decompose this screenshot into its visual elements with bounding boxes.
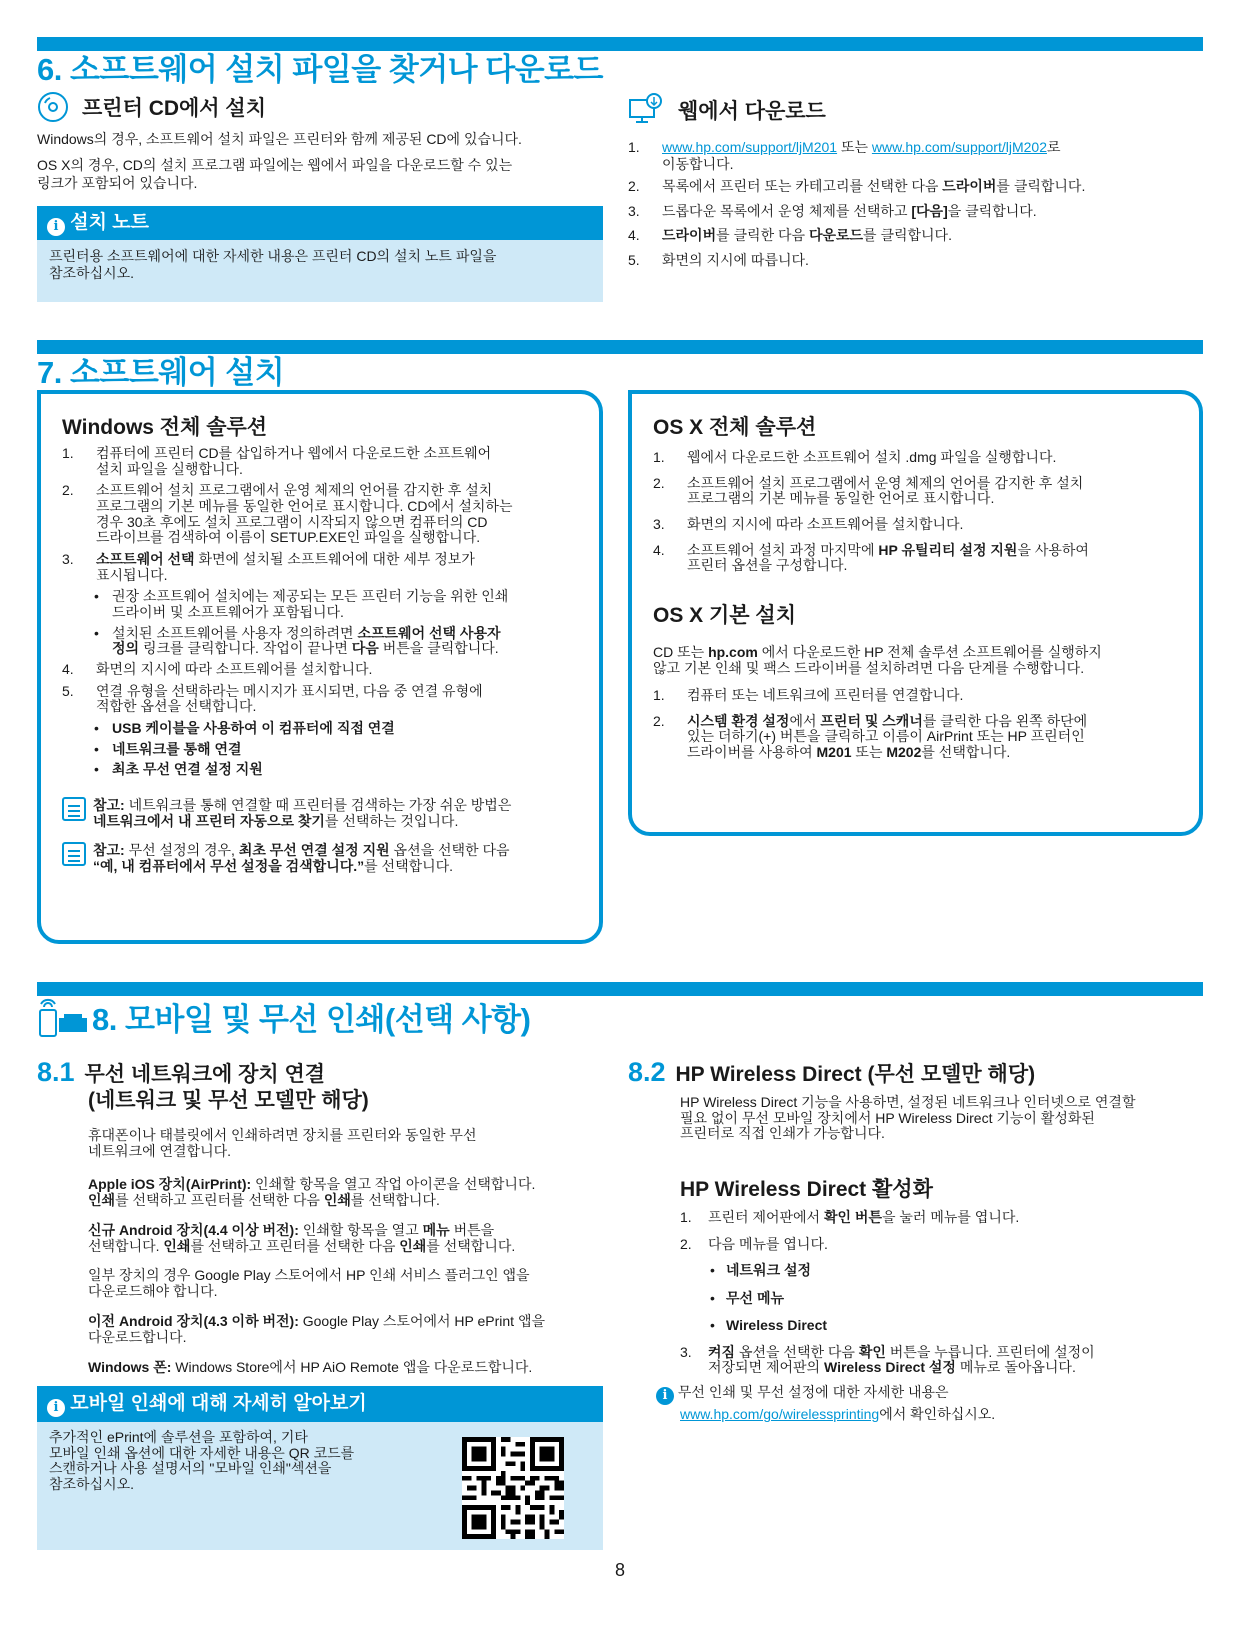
windows-phone-text: Windows 폰: Windows Store에서 HP AiO Remote 앱을 다운로드합니다.	[88, 1359, 533, 1375]
list-item: 4. 소프트웨어 설치 과정 마지막에 HP 유틸리티 설정 지원을 사용하여 프린터 옵션을 구성합니다.	[653, 541, 1089, 574]
section-8-2-heading	[628, 1057, 1035, 1089]
android-new-text: 신규 Android 장치(4.4 이상 버전): 인쇄할 항목을 열고 메뉴 버튼을 선택합니다. 인쇄를 선택하고 프린터를 선택한 다음 인쇄를 선택합니다.	[88, 1222, 516, 1254]
cd-windows-text: Windows의 경우, 소프트웨어 설치 파일은 프린터와 함께 제공된 CD에 있습니다.	[37, 131, 522, 147]
note-icon	[62, 797, 86, 821]
cd-install-title: 프린터 CD에서 설치	[82, 97, 267, 120]
install-note-line: 참조하십시오.	[49, 264, 135, 281]
cd-osx-text-1: OS X의 경우, CD의 설치 프로그램 파일에는 웹에서 파일을 다운로드할 수 있는	[37, 157, 513, 173]
list-item: 3. 소프트웨어 선택 화면에 설치될 소프트웨어에 대한 세부 정보가 표시됩니다.	[62, 551, 475, 583]
list-item: 1. 웹에서 다운로드한 소프트웨어 설치 .dmg 파일을 실행합니다.	[653, 449, 1057, 465]
connect-intro: 휴대폰이나 태블릿에서 인쇄하려면 장치를 프린터와 동일한 무선 네트워크에 연결합니다.	[88, 1127, 477, 1159]
list-item: • 최초 무선 연결 설정 지원	[94, 761, 263, 778]
note-icon	[62, 842, 86, 866]
plugin-text: 일부 장치의 경우 Google Play 스토어에서 HP 인쇄 서비스 플러그인 앱을 다운로드해야 합니다.	[88, 1267, 530, 1299]
info-icon: i	[656, 1387, 674, 1405]
web-download-steps	[628, 139, 1208, 274]
windows-steps	[62, 446, 592, 783]
support-link-m202[interactable]: www.hp.com/support/ljM202	[871, 139, 1047, 155]
web-download-icon	[628, 92, 664, 124]
list-item: 1. www.hp.com/support/ljM201 또는 www.hp.com/support/ljM202로 이동합니다.	[628, 139, 1061, 172]
info-icon: i	[47, 1399, 65, 1417]
section-8-1-heading	[37, 1057, 325, 1089]
list-item: • 권장 소프트웨어 설치에는 제공되는 모든 프린터 기능을 위한 인쇄 드라이버 및 소프트웨어가 포함됩니다.	[94, 588, 509, 621]
subsection-number: 8.1	[37, 1057, 75, 1087]
list-item: 5. 화면의 지시에 따릅니다.	[628, 251, 809, 268]
list-item: 2. 소프트웨어 설치 프로그램에서 운영 체제의 언어를 감지한 후 설치 프로그램의 기본 메뉴를 동일한 언어로 표시합니다. CD에서 설치하는 경우 30초 후에도 설치 프로그램이 시작되지 않으면 컴퓨터의 CD 드라이브를 검색하여 이름이 SETUP.EXE인 파일을 실행합니다.	[62, 482, 513, 546]
qr-code-icon[interactable]	[462, 1437, 564, 1539]
list-item: 4. 드라이버를 클릭한 다음 다운로드를 클릭합니다.	[628, 227, 952, 244]
list-item: 1. 프린터 제어판에서 확인 버튼을 눌러 메뉴를 엽니다.	[680, 1209, 1020, 1225]
install-note-line: 프린터용 소프트웨어에 대한 자세한 내용은 프린터 CD의 설치 노트 파일을	[49, 248, 497, 264]
section-8-title: 8. 모바일 및 무선 인쇄(선택 사항)	[92, 1002, 531, 1037]
section-7-title: 7. 소프트웨어 설치	[37, 355, 285, 390]
list-item: 2. 시스템 환경 설정에서 프린터 및 스캐너를 클릭한 다음 왼쪽 하단에 있는 더하기(+) 버튼을 클릭하고 이름이 AirPrint 또는 HP 프린터인 드라이버를 사용하여 M201 또는 M202를 선택합니다.	[653, 712, 1088, 761]
subsection-title: 무선 네트워크에 장치 연결	[84, 1063, 326, 1086]
list-item: 2. 소프트웨어 설치 프로그램에서 운영 체제의 언어를 감지한 후 설치 프로그램의 기본 메뉴를 동일한 언어로 표시합니다.	[653, 474, 1084, 507]
page-number: 8	[614, 1560, 625, 1580]
list-item: • 설치된 소프트웨어를 사용자 정의하려면 소프트웨어 선택 사용자 정의 링크를 클릭합니다. 작업이 끝나면 다음 버튼을 클릭합니다.	[94, 624, 501, 657]
wireless-direct-steps	[680, 1209, 1200, 1382]
cd-icon	[37, 91, 69, 123]
list-item: 3. 화면의 지시에 따라 소프트웨어를 설치합니다.	[653, 516, 964, 533]
list-item: 5. 연결 유형을 선택하라는 메시지가 표시되면, 다음 중 연결 유형에 적합한 옵션을 선택합니다.	[62, 682, 483, 715]
apple-ios-text: Apple iOS 장치(AirPrint): 인쇄할 항목을 열고 작업 아이콘을 선택합니다. 인쇄를 선택하고 프린터를 선택한 다음 인쇄를 선택합니다.	[88, 1176, 536, 1208]
learn-more-line: 추가적인 ePrint에 솔루션을 포함하여, 기타	[49, 1429, 308, 1445]
learn-more-line: 모바일 인쇄 옵션에 대한 자세한 내용은 QR 코드를	[49, 1444, 355, 1461]
section-8-bar	[37, 982, 1203, 996]
learn-more-title: 모바일 인쇄에 대해 자세히 알아보기	[70, 1393, 367, 1414]
section-8-1-subtitle: (네트워크 및 무선 모델만 해당)	[88, 1089, 369, 1112]
windows-solution-title: Windows 전체 솔루션	[62, 416, 268, 439]
osx-solution-title: OS X 전체 솔루션	[653, 416, 817, 439]
osx-basic-steps	[653, 688, 1193, 767]
list-item: 1. 컴퓨터 또는 네트워크에 프린터를 연결합니다.	[653, 687, 964, 703]
wireless-direct-intro: HP Wireless Direct 기능을 사용하면, 설정된 네트워크나 인터넷으로 연결할 필요 없이 무선 모바일 장치에서 HP Wireless Direct 기능이 활성화된 프린터로 직접 인쇄가 가능합니다.	[680, 1094, 1136, 1142]
mobile-wireless-icon	[37, 996, 89, 1038]
list-item: 4. 화면의 지시에 따라 소프트웨어를 설치합니다.	[62, 661, 373, 678]
install-note-body	[37, 240, 603, 302]
section-6-title: 6. 소프트웨어 설치 파일을 찾거나 다운로드	[37, 52, 603, 87]
wireless-info-note: i 무선 인쇄 및 무선 설정에 대한 자세한 내용은 www.hp.com/go/wirelessprinting에서 확인하십시오.	[656, 1383, 995, 1424]
learn-more-header	[37, 1386, 603, 1422]
list-item: • 네트워크 설정	[710, 1262, 812, 1279]
list-item: 1. 컴퓨터에 프린터 CD를 삽입하거나 웹에서 다운로드한 소프트웨어 설치 파일을 실행합니다.	[62, 445, 492, 477]
list-item: 2. 목록에서 프린터 또는 카테고리를 선택한 다음 드라이버를 클릭합니다.	[628, 178, 1086, 195]
subsection-title: HP Wireless Direct (무선 모델만 해당)	[675, 1063, 1036, 1086]
list-item: • USB 케이블을 사용하여 이 컴퓨터에 직접 연결	[94, 720, 395, 737]
wireless-printing-link[interactable]: www.hp.com/go/wirelessprinting	[680, 1406, 880, 1422]
list-item: • Wireless Direct	[710, 1317, 828, 1334]
osx-basic-intro: CD 또는 hp.com 에서 다운로드한 HP 전체 솔루션 소프트웨어를 실행하지 않고 기본 인쇄 및 팩스 드라이버를 설치하려면 다음 단계를 수행합니다.	[653, 644, 1102, 676]
list-item: • 네트워크를 통해 연결	[94, 740, 242, 757]
cd-osx-text-2: 링크가 포함되어 있습니다.	[37, 175, 198, 191]
wireless-direct-enable-title: HP Wireless Direct 활성화	[680, 1178, 933, 1201]
web-download-title: 웹에서 다운로드	[678, 100, 826, 123]
info-icon: i	[47, 218, 65, 236]
install-note-title: 설치 노트	[70, 212, 149, 233]
list-item: 2. 다음 메뉴를 엽니다.	[680, 1235, 828, 1252]
wireless-note: 참고: 무선 설정의 경우, 최초 무선 연결 설정 지원 옵션을 선택한 다음 “예, 내 컴퓨터에서 무선 설정을 검색합니다.”를 선택합니다.	[93, 842, 510, 874]
install-note-header	[37, 206, 603, 240]
list-item: 3. 드롭다운 목록에서 운영 체제를 선택하고 [다음]을 클릭합니다.	[628, 202, 1037, 219]
section-6-bar	[37, 37, 1203, 51]
section-7-bar	[37, 340, 1203, 354]
osx-basic-title: OS X 기본 설치	[653, 604, 796, 627]
osx-steps	[653, 450, 1193, 580]
subsection-number: 8.2	[628, 1057, 666, 1087]
network-note: 참고: 네트워크를 통해 연결할 때 프린터를 검색하는 가장 쉬운 방법은 네트워크에서 내 프린터 자동으로 찾기를 선택하는 것입니다.	[93, 797, 512, 829]
support-link-m201[interactable]: www.hp.com/support/ljM201	[662, 139, 838, 155]
list-item: 3. 켜짐 옵션을 선택한 다음 확인 버튼을 누릅니다. 프린터에 설정이 저장되면 제어판의 Wireless Direct 설정 메뉴로 돌아옵니다.	[680, 1343, 1095, 1376]
learn-more-line: 참조하십시오.	[49, 1476, 135, 1493]
learn-more-line: 스캔하거나 사용 설명서의 "모바일 인쇄"섹션을	[49, 1460, 332, 1477]
list-item: • 무선 메뉴	[710, 1289, 784, 1306]
android-old-text: 이전 Android 장치(4.3 이하 버전): Google Play 스토어에서 HP ePrint 앱을 다운로드합니다.	[88, 1313, 546, 1345]
